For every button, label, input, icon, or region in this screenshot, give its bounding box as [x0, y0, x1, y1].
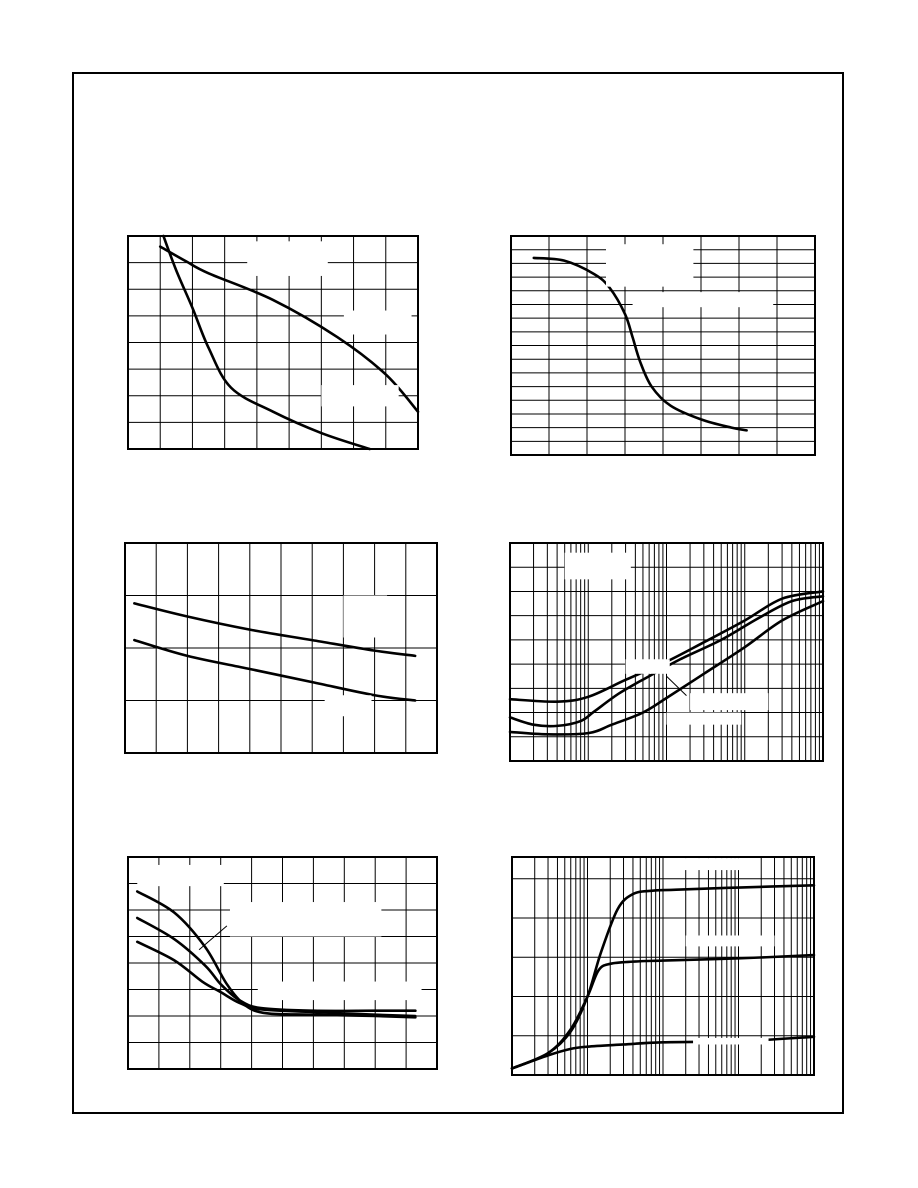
chart-bottom-right: [512, 857, 814, 1075]
label-mask: [667, 713, 742, 725]
label-mask: [247, 241, 328, 276]
label-mask: [690, 693, 768, 710]
label-mask: [606, 244, 693, 286]
series-line-3: [137, 942, 415, 1016]
label-mask: [230, 902, 381, 936]
label-mask: [325, 695, 372, 716]
label-mask: [258, 982, 422, 1001]
label-mask: [343, 596, 387, 638]
label-mask: [565, 553, 631, 580]
chart-top-left: [128, 236, 418, 449]
chart-middle-left: [125, 543, 437, 753]
label-mask: [626, 659, 670, 674]
annotation-leader: [199, 926, 227, 950]
label-mask: [693, 1038, 769, 1045]
label-mask: [633, 292, 774, 307]
label-mask: [344, 311, 412, 335]
chart-bottom-left: [128, 857, 437, 1069]
label-mask: [686, 935, 775, 946]
chart-middle-right: [510, 543, 823, 761]
label-mask: [682, 858, 747, 870]
chart-top-right: [511, 236, 815, 455]
label-mask: [321, 385, 398, 406]
label-mask: [137, 865, 224, 886]
